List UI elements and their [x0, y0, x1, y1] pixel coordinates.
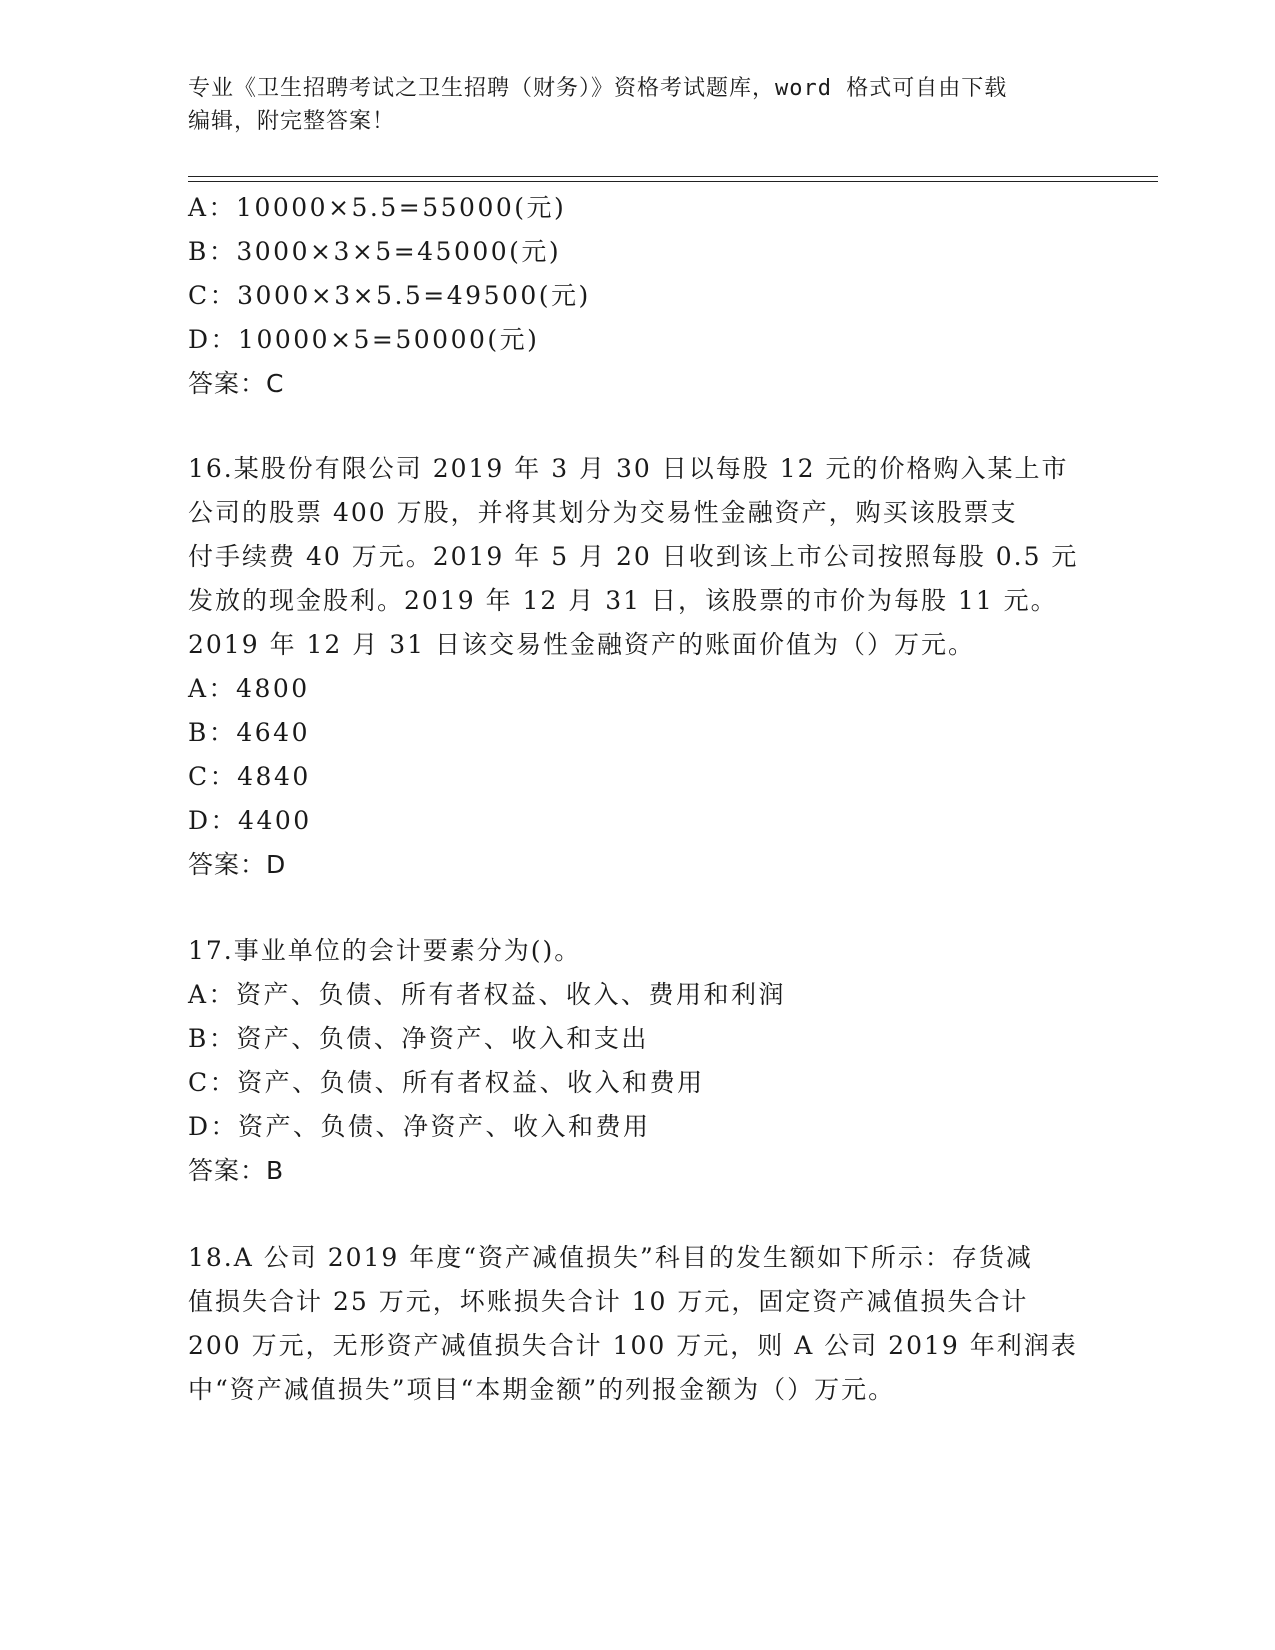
- q16-stem-line-1: 16.某股份有限公司 2019 年 3 月 30 日以每股 12 元的价格购入某上市: [188, 454, 1069, 483]
- q15-option-d: D：10000×5=50000(元): [188, 325, 540, 354]
- q17-answer: 答案：B: [188, 1156, 285, 1185]
- header-divider-thin: [188, 181, 1158, 182]
- q16-stem-line-5: 2019 年 12 月 31 日该交易性金融资产的账面价值为（）万元。: [188, 630, 975, 659]
- q16-option-b: B：4640: [188, 718, 310, 747]
- q17-option-d: D：资产、负债、净资产、收入和费用: [188, 1112, 651, 1141]
- q16-stem-line-3: 付手续费 40 万元。2019 年 5 月 20 日收到该上市公司按照每股 0.5 元: [188, 542, 1079, 571]
- q15-answer: 答案：C: [188, 369, 285, 398]
- q17-stem: 17.事业单位的会计要素分为()。: [188, 936, 582, 965]
- header-line-1: 专业《卫生招聘考试之卫生招聘（财务）》资格考试题库，word 格式可自由下载: [188, 76, 1008, 101]
- q16-option-a: A：4800: [188, 674, 310, 703]
- q15-option-c: C：3000×3×5.5=49500(元): [188, 281, 591, 310]
- document-header: [188, 72, 1088, 138]
- q18-stem-line-2: 值损失合计 25 万元，坏账损失合计 10 万元，固定资产减值损失合计: [188, 1287, 1029, 1316]
- q17-option-c: C：资产、负债、所有者权益、收入和费用: [188, 1068, 705, 1097]
- q16-stem-line-2: 公司的股票 400 万股，并将其划分为交易性金融资产，购买该股票支: [188, 498, 1018, 527]
- q18-stem-line-4: 中“资产减值损失”项目“本期金额”的列报金额为（）万元。: [188, 1375, 896, 1404]
- q17-option-b: B：资产、负债、净资产、收入和支出: [188, 1024, 649, 1053]
- header-divider: [188, 176, 1158, 177]
- q16-answer: 答案：D: [188, 850, 287, 879]
- q15-option-b: B：3000×3×5=45000(元): [188, 237, 562, 266]
- q18-stem-line-1: 18.A 公司 2019 年度“资产减值损失”科目的发生额如下所示：存货减: [188, 1243, 1033, 1272]
- q15-option-a: A：10000×5.5=55000(元): [188, 193, 567, 222]
- header-line-2: 编辑，附完整答案！: [188, 109, 396, 134]
- q18-stem-line-3: 200 万元，无形资产减值损失合计 100 万元，则 A 公司 2019 年利润表: [188, 1331, 1078, 1360]
- q16-stem-line-4: 发放的现金股利。2019 年 12 月 31 日，该股票的市价为每股 11 元。: [188, 586, 1058, 615]
- q16-option-c: C：4840: [188, 762, 311, 791]
- q17-option-a: A：资产、负债、所有者权益、收入、费用和利润: [188, 980, 787, 1009]
- q16-option-d: D：4400: [188, 806, 312, 835]
